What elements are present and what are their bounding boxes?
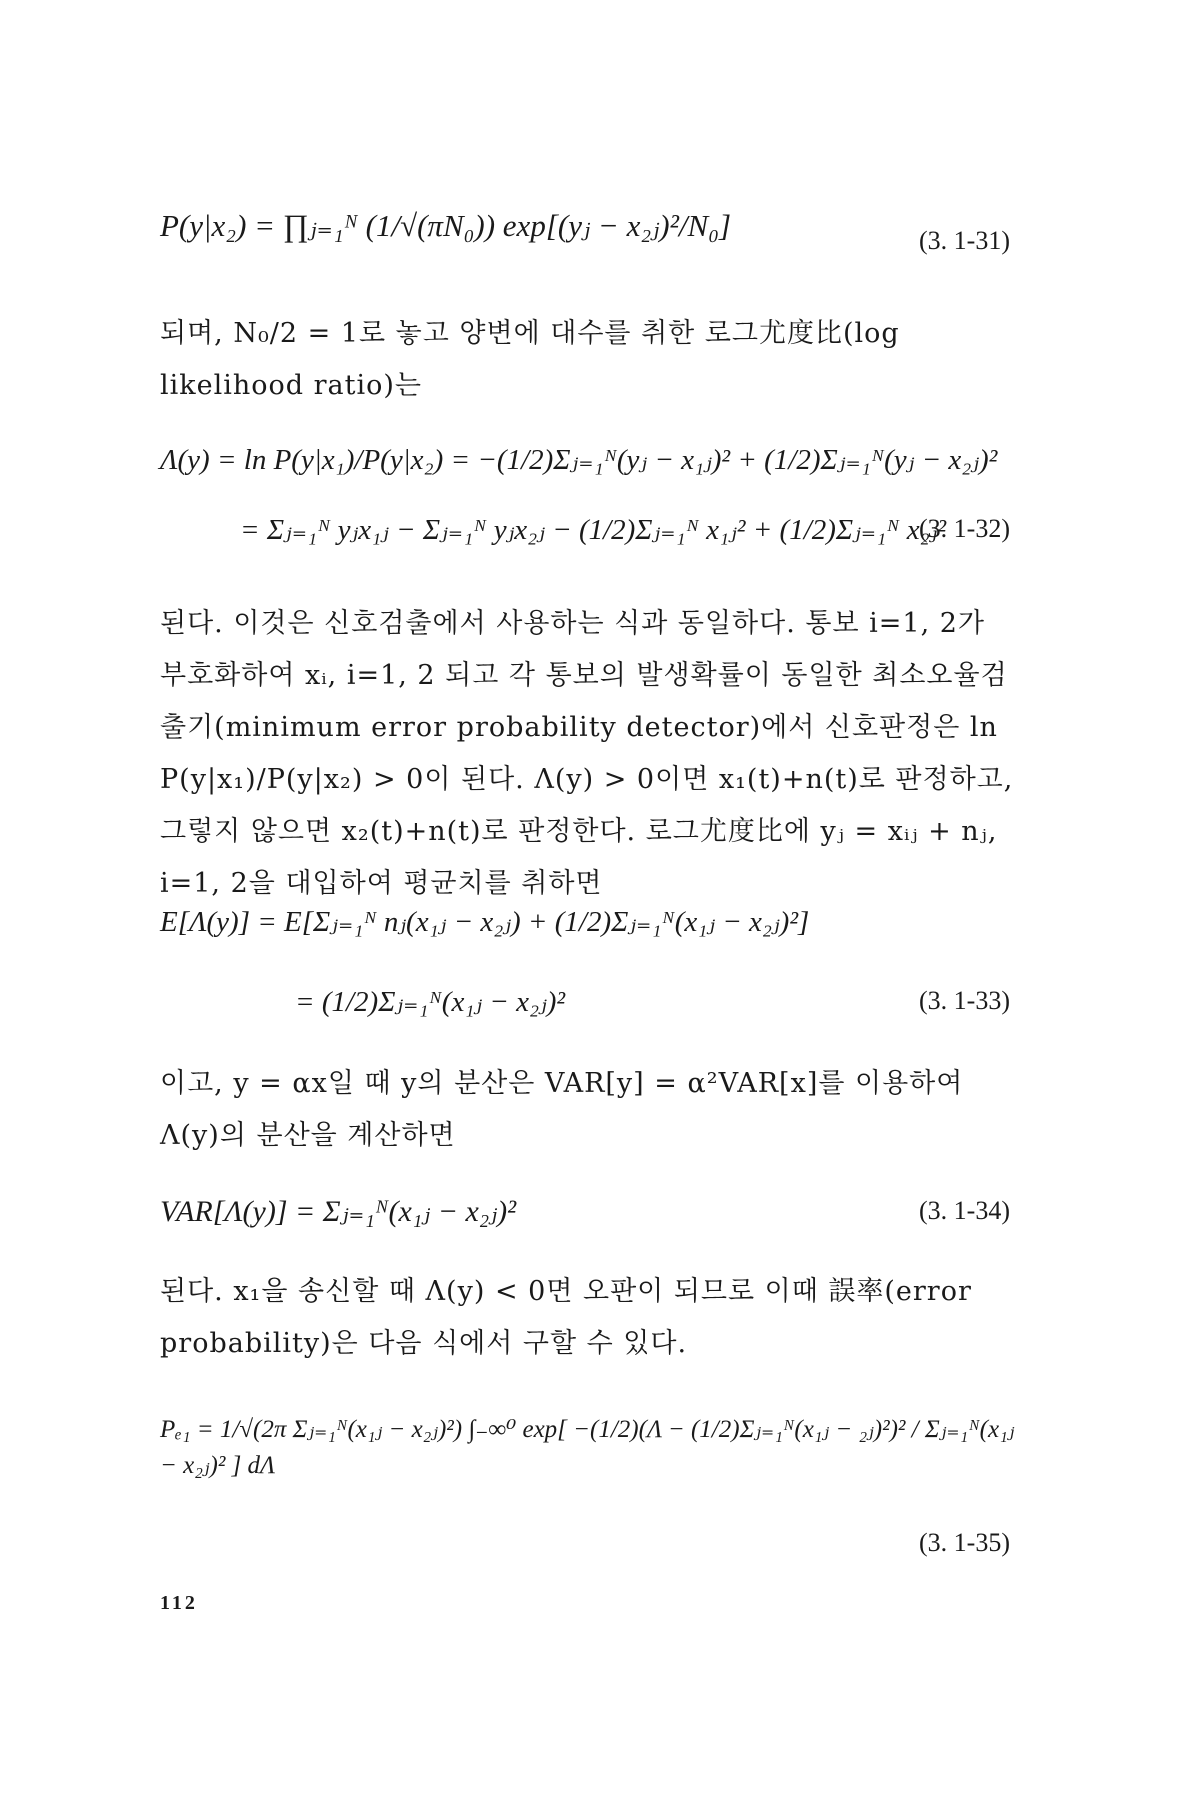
paragraph-variance: 이고, y = αx일 때 y의 분산은 VAR[y] = α²VAR[x]를 이용하여 Λ(y)의 분산을 계산하면 [160, 1068, 964, 1151]
paragraph-error-probability: 된다. x₁을 송신할 때 Λ(y) < 0면 오판이 되므로 이때 誤率(error probability)은 다음 식에서 구할 수 있다. [160, 1276, 972, 1359]
equation-3-1-33-line1: E[Λ(y)] = E[Σⱼ₌₁ᴺ nⱼ(x₁ⱼ − x₂ⱼ) + (1/2)Σⱼ₌₁ᴺ(x₁ⱼ − x₂ⱼ)²] [160, 906, 810, 938]
equation-number-3-1-31: (3. 1-31) [919, 226, 1010, 255]
equation-number-3-1-32: (3. 1-32) [919, 514, 1010, 543]
equation-3-1-32-line2: = Σⱼ₌₁ᴺ yⱼx₁ⱼ − Σⱼ₌₁ᴺ yⱼx₂ⱼ − (1/2)Σⱼ₌₁ᴺ x₁ⱼ² + (1/2)Σⱼ₌₁ᴺ x₂ⱼ² [240, 514, 947, 546]
page-number: 112 [160, 1592, 198, 1614]
paragraph-detector-decision: 된다. 이것은 신호검출에서 사용하는 식과 동일하다. 통보 i=1, 2가 부호화하여 xᵢ, i=1, 2 되고 각 통보의 발생확률이 동일한 최소오율검출기(minimum error probability detector)에서 신호판정은 ln P(y|x₁)/P(y|x₂) > 0이 된다. Λ(y) > 0이면 x₁(t)+n(t)로 판정하고, 그렇지 않으면 x₂(t)+n(t)로 판정한다. 로그尤度比에 yⱼ = xᵢⱼ + nⱼ, i=1, 2을 대입하여 평균치를 취하면 [160, 608, 1014, 899]
equation-3-1-34: VAR[Λ(y)] = Σⱼ₌₁ᴺ(x₁ⱼ − x₂ⱼ)² [160, 1195, 517, 1228]
paragraph-log-likelihood-intro: 되며, N₀/2 = 1로 놓고 양변에 대수를 취한 로그尤度比(log likelihood ratio)는 [160, 318, 900, 401]
equation-number-3-1-34: (3. 1-34) [919, 1196, 1010, 1225]
equation-number-3-1-33: (3. 1-33) [919, 986, 1010, 1015]
equation-number-3-1-35: (3. 1-35) [919, 1528, 1010, 1557]
equation-3-1-33-line2: = (1/2)Σⱼ₌₁ᴺ(x₁ⱼ − x₂ⱼ)² [295, 986, 566, 1018]
equation-3-1-31: P(y|x₂) = ∏ⱼ₌₁ᴺ (1/√(πN₀)) exp[(yⱼ − x₂ⱼ)²/N₀] [160, 208, 732, 243]
equation-3-1-32-line1: Λ(y) = ln P(y|x₁)/P(y|x₂) = −(1/2)Σⱼ₌₁ᴺ(yⱼ − x₁ⱼ)² + (1/2)Σⱼ₌₁ᴺ(yⱼ − x₂ⱼ)² [160, 444, 998, 476]
equation-3-1-35: Pₑ₁ = 1/√(2π Σⱼ₌₁ᴺ(x₁ⱼ − x₂ⱼ)²) ∫₋∞⁰ exp[ −(1/2)(Λ − (1/2)Σⱼ₌₁ᴺ(x₁ⱼ − ₂ⱼ)²)² / Σⱼ₌₁ᴺ(x₁ⱼ − x₂ⱼ)² ] dΛ [160, 1416, 1015, 1479]
